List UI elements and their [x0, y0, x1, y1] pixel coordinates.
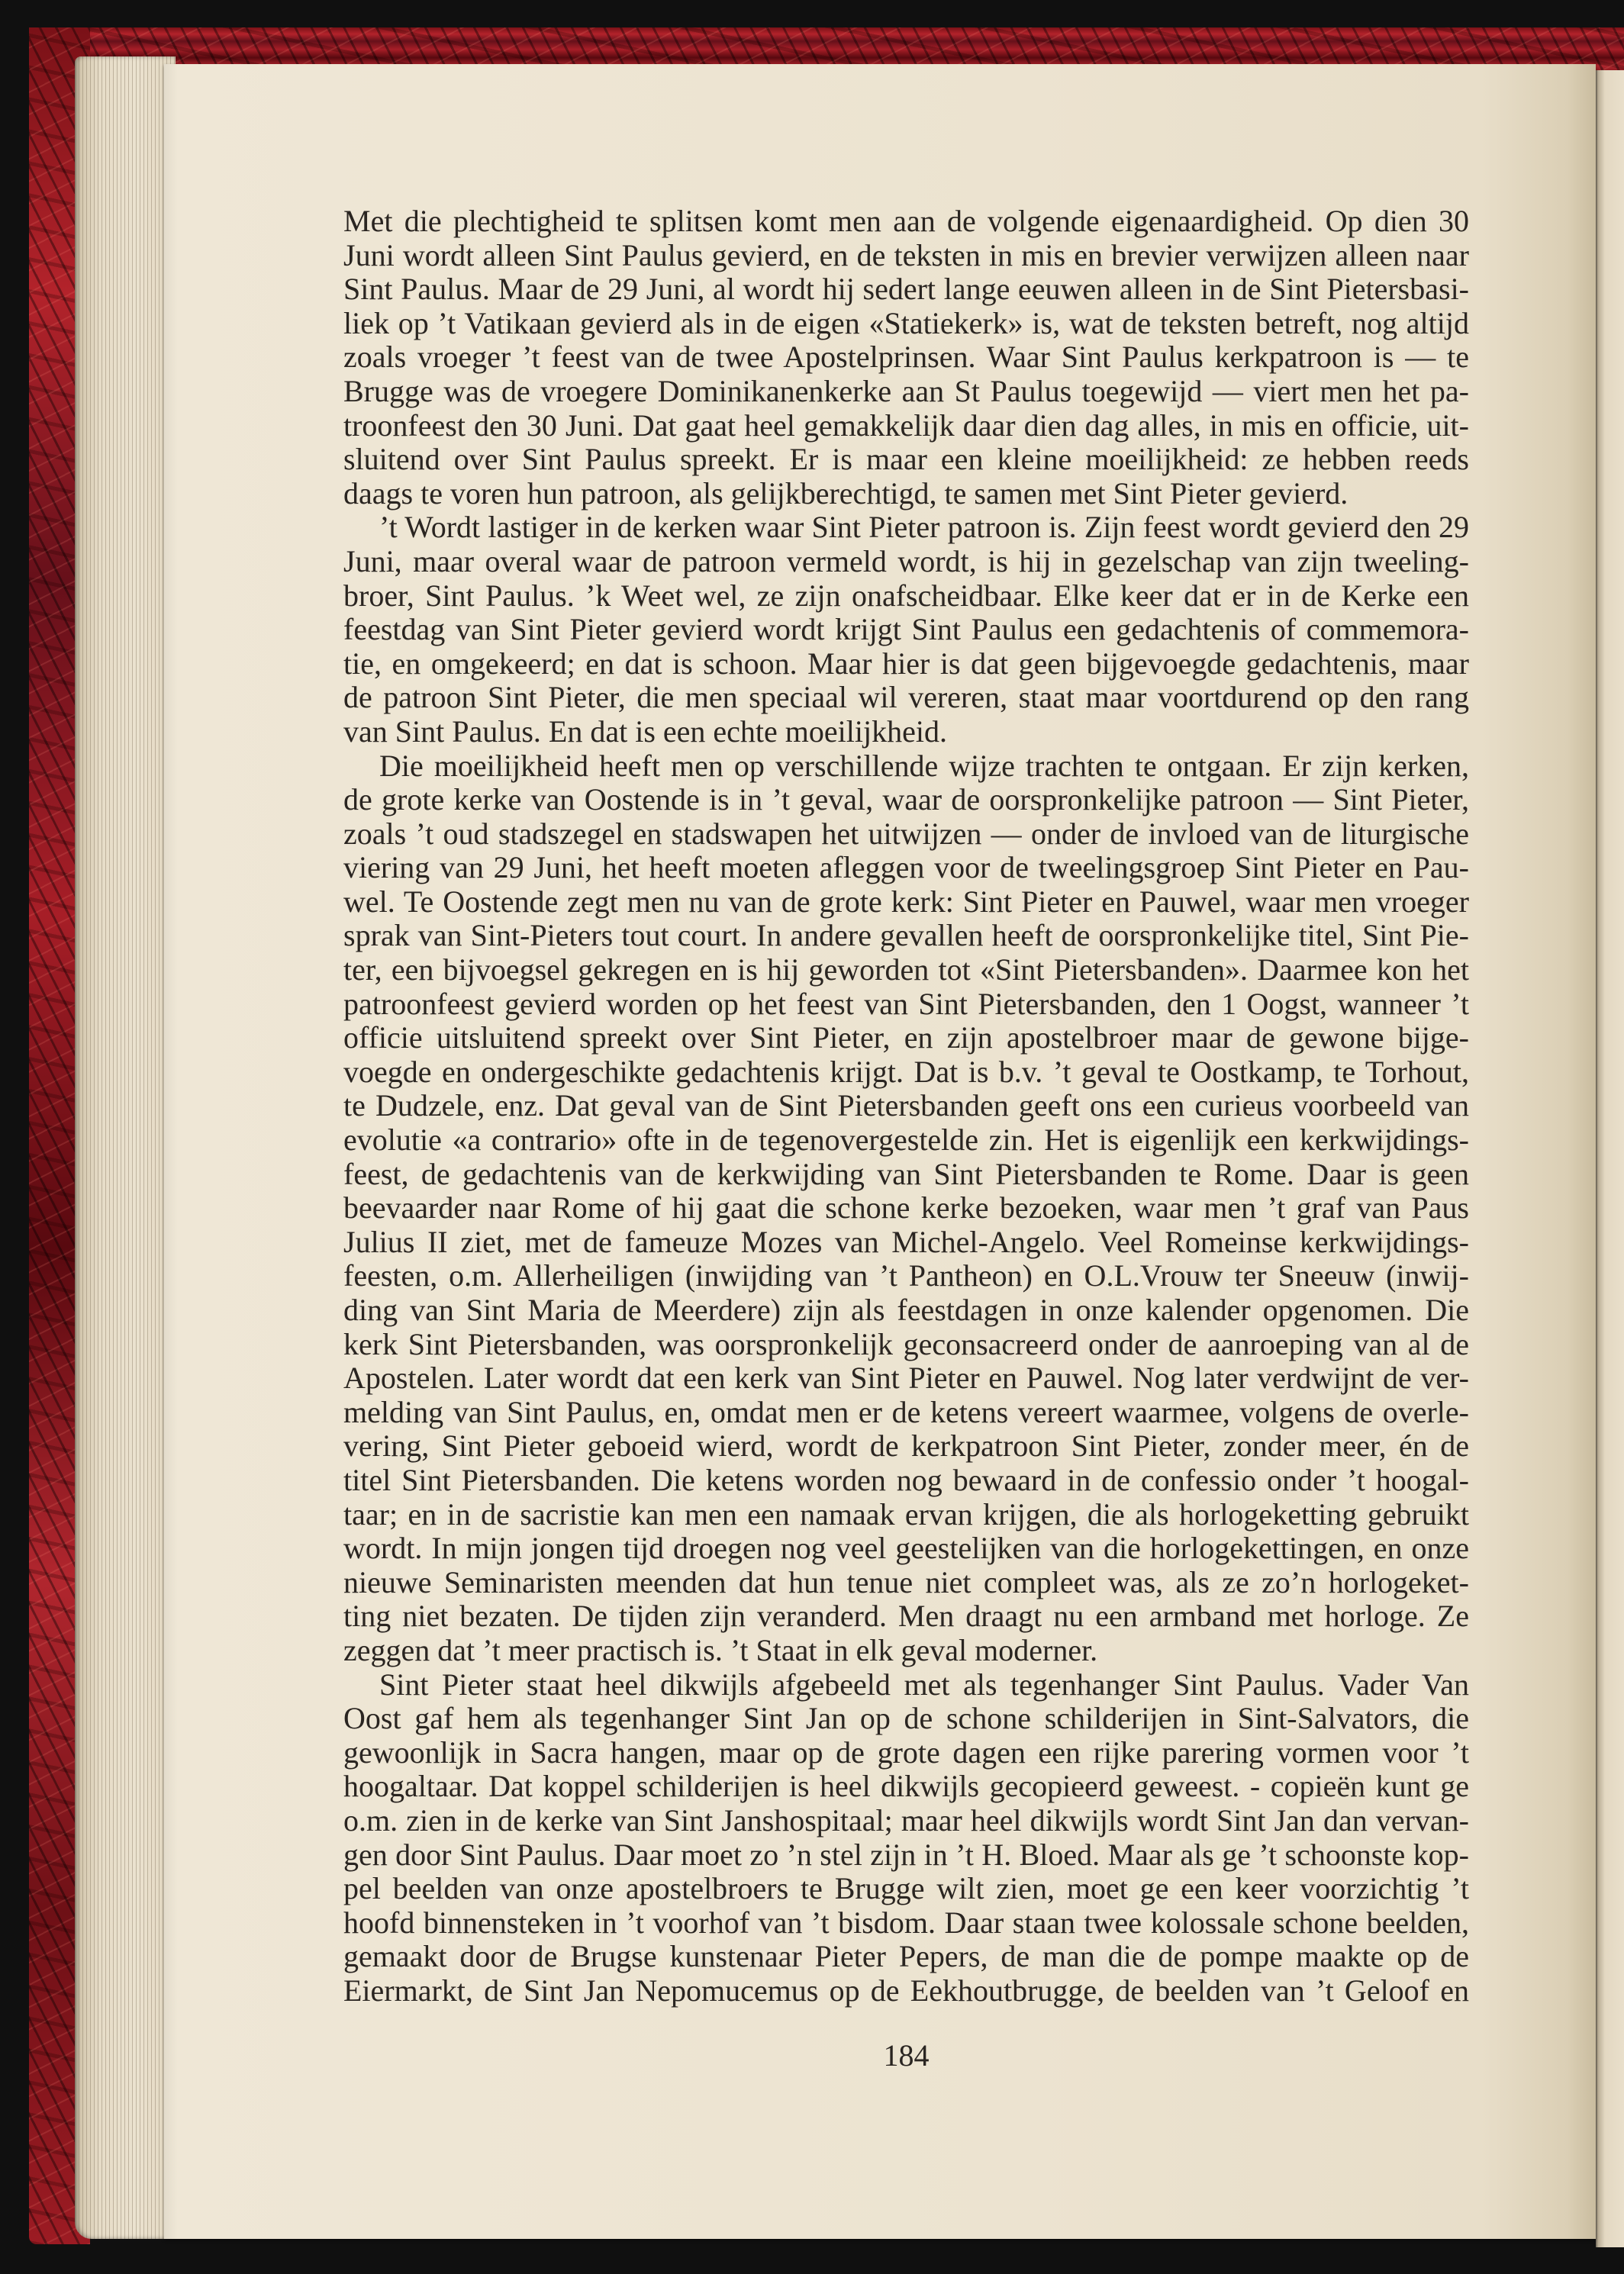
text-line: Juni wordt alleen Sint Paulus gevierd, en de teksten in mis en brevier verwijzen alleen naar: [343, 237, 1469, 272]
text-line: Die moeilijkheid heeft men op verschillende wijze trachten te ontgaan. Er zijn kerken,: [379, 748, 1469, 783]
paragraph: [343, 205, 1469, 511]
text-line: Oost gaf hem als tegenhanger Sint Jan op de schone schilderijen in Sint-Salvators, die: [343, 1701, 1469, 1736]
text-line: Brugge was de vroegere Dominikanenkerke aan St Paulus toegewijd — viert men het pa-: [343, 373, 1469, 408]
text-line: officie uitsluitend spreekt over Sint Pieter, en zijn apostelbroer maar de gewone bijge-: [343, 1020, 1469, 1055]
text-line: gen door Sint Paulus. Daar moet zo ’n stel zijn in ’t H. Bloed. Maar als ge ’t schoonste kop-: [343, 1837, 1469, 1872]
text-line: sprak van Sint-Pieters tout court. In andere gevallen heeft de oorspronkelijke titel, Sint Pie-: [343, 918, 1469, 953]
text-block: [343, 205, 1469, 2008]
text-line: Met die plechtigheid te splitsen komt men aan de volgende eigenaardigheid. Op dien 30: [343, 204, 1469, 238]
text-line: hoogaltaar. Dat koppel schilderijen is heel dikwijls gecopieerd geweest. - copieën kunt ge: [343, 1769, 1469, 1804]
text-line: feestdag van Sint Pieter gevierd wordt krijgt Sint Paulus een gedachtenis of commemora-: [343, 612, 1469, 647]
facing-page-edge: [1596, 70, 1624, 2247]
page-number: 184: [883, 2038, 930, 2073]
text-line: Julius II ziet, met de fameuze Mozes van Michel-Angelo. Veel Romeinse kerkwijdings-: [343, 1224, 1469, 1259]
text-line: hoofd binnensteken in ’t voorhof van ’t bisdom. Daar staan twee kolossale schone beelden,: [343, 1905, 1469, 1940]
text-line: evolutie «a contrario» ofte in de tegenovergestelde zin. Het is eigenlijk een kerkwijdings-: [343, 1123, 1469, 1158]
text-line: Sint Pieter staat heel dikwijls afgebeeld met als tegenhanger Sint Paulus. Vader Van: [379, 1667, 1469, 1702]
text-line: kerk Sint Pietersbanden, was oorspronkelijk geconsacreerd onder de aanroeping van al de: [343, 1326, 1469, 1361]
text-line: zeggen dat ’t meer practisch is. ’t Staat in elk geval moderner.: [343, 1632, 1098, 1667]
paragraph: [343, 511, 1469, 749]
text-line: ’t Wordt lastiger in de kerken waar Sint Pieter patroon is. Zijn feest wordt gevierd den 29: [379, 510, 1469, 545]
text-line: Apostelen. Later wordt dat een kerk van Sint Pieter en Pauwel. Nog later verdwijnt de ver-: [343, 1361, 1469, 1396]
text-line: tie, en omgekeerd; en dat is schoon. Maar hier is dat geen bijgevoegde gedachtenis, maar: [343, 646, 1469, 681]
text-line: Eiermarkt, de Sint Jan Nepomucemus op de Eekhoutbrugge, de beelden van ’t Geloof en: [343, 1973, 1469, 2008]
text-line: te Dudzele, enz. Dat geval van de Sint Pietersbanden geeft ons een curieus voorbeeld van: [343, 1088, 1469, 1123]
book-page: [164, 64, 1596, 2239]
text-line: wel. Te Oostende zegt men nu van de grote kerk: Sint Pieter en Pauwel, waar men vroeger: [343, 884, 1469, 919]
text-line: troonfeest den 30 Juni. Dat gaat heel gemakkelijk daar dien dag alles, in mis en officie, uit-: [343, 407, 1469, 443]
text-line: viering van 29 Juni, het heeft moeten afleggen voor de tweelingsgroep Sint Pieter en Pau-: [343, 850, 1469, 885]
text-line: gewoonlijk in Sacra hangen, maar op de grote dagen een rijke parering vormen voor ’t: [343, 1734, 1469, 1770]
text-line: melding van Sint Paulus, en, omdat men er de ketens vereert waarmee, volgens de overle-: [343, 1394, 1469, 1429]
text-line: o.m. zien in de kerke van Sint Janshospitaal; maar heel dikwijls wordt Sint Jan dan vervan-: [343, 1802, 1469, 1838]
text-line: nieuwe Seminaristen meenden dat hun tenue niet compleet was, als ze zo’n horlogeket-: [343, 1564, 1469, 1599]
text-line: feesten, o.m. Allerheiligen (inwijding van ’t Pantheon) en O.L.Vrouw ter Sneeuw (inwij-: [343, 1258, 1469, 1293]
paragraph: [343, 1668, 1469, 2008]
text-line: Juni, maar overal waar de patroon vermeld wordt, is hij in gezelschap van zijn tweeling-: [343, 543, 1469, 578]
text-line: patroonfeest gevierd worden op het feest van Sint Pietersbanden, den 1 Oogst, wanneer ’t: [343, 986, 1469, 1021]
text-line: ter, een bijvoegsel gekregen en is hij geworden tot «Sint Pietersbanden». Daarmee kon het: [343, 952, 1469, 987]
text-line: titel Sint Pietersbanden. Die ketens worden nog bewaard in de confessio onder ’t hoogal-: [343, 1462, 1469, 1497]
text-line: sluitend over Sint Paulus spreekt. Er is maar een kleine moeilijkheid: ze hebben reeds: [343, 442, 1469, 477]
text-line: taar; en in de sacristie kan men een namaak ervan krijgen, die als horlogeketting gebruikt: [343, 1496, 1469, 1532]
text-line: liek op ’t Vatikaan gevierd als in de eigen «Statiekerk» is, wat de teksten betreft, nog altijd: [343, 305, 1469, 340]
text-line: wordt. In mijn jongen tijd droegen nog veel geestelijken van die horlogekettingen, en onze: [343, 1531, 1469, 1566]
text-line: daags te voren hun patroon, als gelijkberechtigd, te samen met Sint Pieter gevierd.: [343, 475, 1348, 511]
text-line: feest, de gedachtenis van de kerkwijding van Sint Pietersbanden te Rome. Daar is geen: [343, 1156, 1469, 1191]
text-line: vering, Sint Pieter geboeid wierd, wordt de kerkpatroon Sint Pieter, zonder meer, én de: [343, 1428, 1469, 1464]
text-line: zoals ’t oud stadszegel en stadswapen het uitwijzen — onder de invloed van de liturgische: [343, 816, 1469, 851]
text-line: van Sint Paulus. En dat is een echte moeilijkheid.: [343, 713, 947, 749]
text-line: de patroon Sint Pieter, die men speciaal wil vereren, staat maar voortdurend op den rang: [343, 680, 1469, 715]
text-line: broer, Sint Paulus. ’k Weet wel, ze zijn onafscheidbaar. Elke keer dat er in de Kerke een: [343, 578, 1469, 613]
text-line: pel beelden van onze apostelbroers te Brugge wilt zien, moet ge een keer voorzichtig ’t: [343, 1871, 1469, 1906]
text-line: gemaakt door de Brugse kunstenaar Pieter Pepers, de man die de pompe maakte op de: [343, 1939, 1469, 1974]
text-line: beevaarder naar Rome of hij gaat die schone kerke bezoeken, waar men ’t graf van Paus: [343, 1190, 1469, 1226]
text-line: Sint Paulus. Maar de 29 Juni, al wordt hij sedert lange eeuwen alleen in de Sint Pietersbasi-: [343, 272, 1469, 307]
text-line: zoals vroeger ’t feest van de twee Apostelprinsen. Waar Sint Paulus kerkpatroon is — te: [343, 340, 1469, 375]
text-line: ding van Sint Maria de Meerdere) zijn als feestdagen in onze kalender opgenomen. Die: [343, 1293, 1469, 1327]
text-line: voegde en ondergeschikte gedachtenis krijgt. Dat is b.v. ’t geval te Oostkamp, te Torhout,: [343, 1054, 1469, 1089]
page-edges-stack: [75, 56, 176, 2239]
text-line: ting niet bezaten. De tijden zijn veranderd. Men draagt nu een armband met horloge. Ze: [343, 1599, 1469, 1634]
text-line: de grote kerke van Oostende is in ’t geval, waar de oorspronkelijke patroon — Sint Pieter,: [343, 782, 1469, 817]
paragraph: [343, 749, 1469, 1668]
